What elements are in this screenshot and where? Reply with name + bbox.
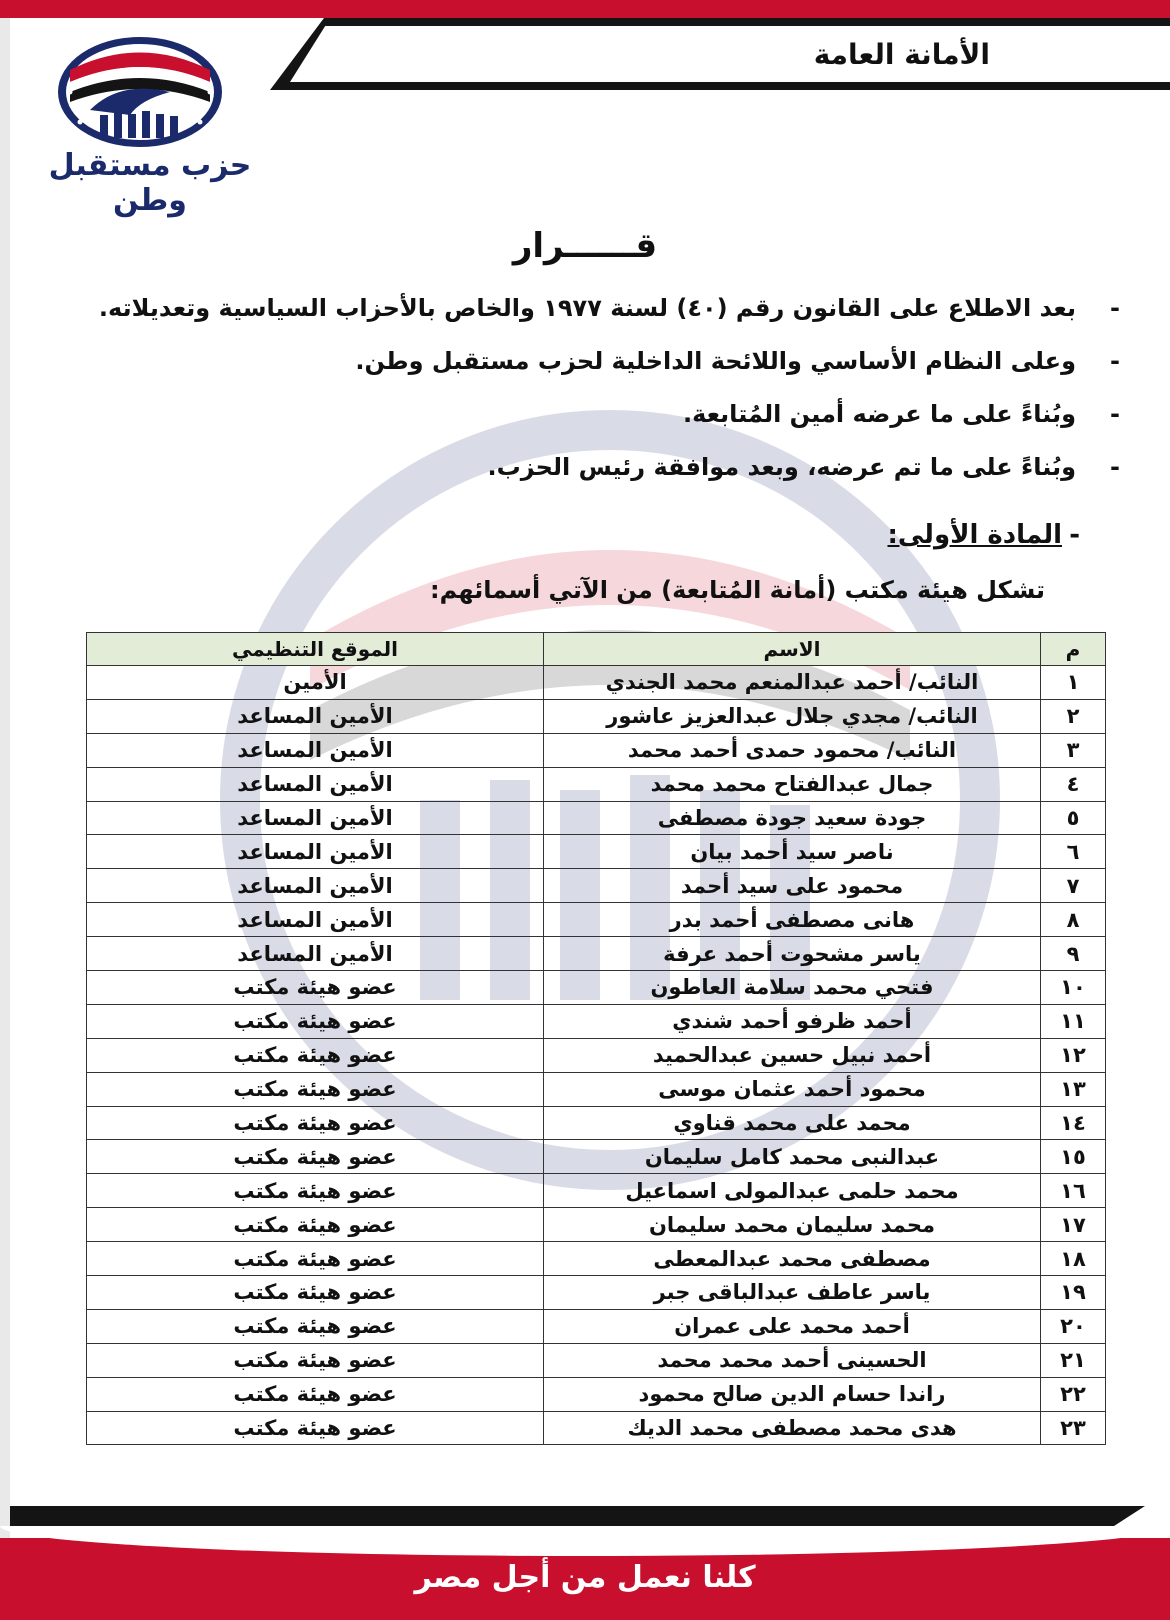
table-row [87,1004,1106,1038]
table-row [87,937,1106,971]
cell-name: النائب/ محمود حمدى أحمد محمد [544,733,1041,767]
article-intro: تشكل هيئة مكتب (أمانة المُتابعة) من الآتي أسمائهم: [429,576,1045,604]
cell-num: ١٩ [1041,1276,1106,1310]
table-row [87,767,1106,801]
cell-name: الحسينى أحمد محمد محمد [544,1343,1041,1377]
cell-num: ١٢ [1041,1038,1106,1072]
cell-num: ٥ [1041,801,1106,835]
cell-name: محمد على محمد قناوي [544,1106,1041,1140]
clause-dash: - [1110,453,1120,481]
header-role: الموقع التنظيمي [87,633,544,666]
table-row [87,1140,1106,1174]
table-row [87,699,1106,733]
cell-role: الأمين المساعد [87,835,544,869]
table-row [87,835,1106,869]
cell-name: ياسر عاطف عبدالباقى جبر [544,1276,1041,1310]
table-row [87,1377,1106,1411]
cell-name: عبدالنبى محمد كامل سليمان [544,1140,1041,1174]
cell-role: عضو هيئة مكتب [87,1276,544,1310]
cell-role: الأمين المساعد [87,733,544,767]
cell-name: أحمد ظرفو أحمد شندي [544,1004,1041,1038]
cell-name: النائب/ أحمد عبدالمنعم محمد الجندي [544,666,1041,700]
table-row [87,869,1106,903]
cell-role: عضو هيئة مكتب [87,1208,544,1242]
cell-name: جودة سعيد جودة مصطفى [544,801,1041,835]
clause-item [60,388,1120,441]
footer-slogan: كلنا نعمل من أجل مصر [414,1560,756,1595]
cell-name: راندا حسام الدين صالح محمود [544,1377,1041,1411]
cell-name: أحمد محمد على عمران [544,1309,1041,1343]
cell-role: عضو هيئة مكتب [87,971,544,1005]
table-row [87,971,1106,1005]
header-title: الأمانة العامة [813,38,990,71]
table-row [87,733,1106,767]
table-row [87,666,1106,700]
clauses-list [60,282,1120,494]
table-row [87,1276,1106,1310]
table-body [87,666,1106,1445]
clause-text: وعلى النظام الأساسي واللائحة الداخلية لحزب مستقبل وطن. [355,347,1076,375]
cell-role: عضو هيئة مكتب [87,1242,544,1276]
article-title-text: المادة الأولى: [887,520,1062,550]
cell-num: ١٨ [1041,1242,1106,1276]
cell-name: مصطفى محمد عبدالمعطى [544,1242,1041,1276]
cell-num: ٢٣ [1041,1411,1106,1445]
cell-role: الأمين [87,666,544,700]
article-dash: - [1069,520,1080,550]
cell-num: ٢١ [1041,1343,1106,1377]
cell-role: عضو هيئة مكتب [87,1411,544,1445]
clause-item [60,282,1120,335]
clause-item [60,335,1120,388]
top-red-band [0,0,1170,18]
cell-num: ١٠ [1041,971,1106,1005]
table-row [87,1208,1106,1242]
cell-num: ٩ [1041,937,1106,971]
cell-name: ياسر مشحوت أحمد عرفة [544,937,1041,971]
cell-role: الأمين المساعد [87,801,544,835]
cell-name: ناصر سيد أحمد بيان [544,835,1041,869]
cell-num: ٣ [1041,733,1106,767]
cell-num: ٢٠ [1041,1309,1106,1343]
cell-name: محمد سليمان محمد سليمان [544,1208,1041,1242]
table-row [87,1072,1106,1106]
cell-name: محمد حلمى عبدالمولى اسماعيل [544,1174,1041,1208]
cell-name: فتحي محمد سلامة العاطون [544,971,1041,1005]
table-row [87,903,1106,937]
cell-num: ١٤ [1041,1106,1106,1140]
clause-text: بعد الاطلاع على القانون رقم (٤٠) لسنة ١٩٧٧ والخاص بالأحزاب السياسية وتعديلاته. [98,294,1076,322]
clause-dash: - [1110,347,1120,375]
decision-title: قــــــرار [512,226,658,266]
cell-name: هدى محمد مصطفى محمد الديك [544,1411,1041,1445]
cell-role: الأمين المساعد [87,767,544,801]
clause-dash: - [1110,400,1120,428]
article-title [887,520,1080,550]
cell-name: جمال عبدالفتاح محمد محمد [544,767,1041,801]
cell-num: ٦ [1041,835,1106,869]
clause-text: وبُناءً على ما عرضه أمين المُتابعة. [682,400,1076,428]
table-row [87,1174,1106,1208]
table-row [87,1309,1106,1343]
table-header-row [87,633,1106,666]
cell-role: عضو هيئة مكتب [87,1140,544,1174]
logo-text: حزب مستقبل وطن [48,148,252,218]
cell-num: ٨ [1041,903,1106,937]
clause-item [60,441,1120,494]
cell-role: عضو هيئة مكتب [87,1309,544,1343]
cell-role: عضو هيئة مكتب [87,1004,544,1038]
cell-role: الأمين المساعد [87,869,544,903]
table-row [87,801,1106,835]
cell-name: النائب/ مجدي جلال عبدالعزيز عاشور [544,699,1041,733]
cell-num: ٤ [1041,767,1106,801]
cell-num: ٢ [1041,699,1106,733]
members-table [86,632,1106,1445]
cell-num: ١٥ [1041,1140,1106,1174]
cell-name: محمود على سيد أحمد [544,869,1041,903]
header-name: الاسم [544,633,1041,666]
cell-name: هانى مصطفى أحمد بدر [544,903,1041,937]
table-row [87,1411,1106,1445]
header-ribbon-inner [290,26,1170,82]
cell-num: ١٧ [1041,1208,1106,1242]
cell-num: ١ [1041,666,1106,700]
header-num: م [1041,633,1106,666]
table-row [87,1038,1106,1072]
cell-role: عضو هيئة مكتب [87,1072,544,1106]
cell-role: الأمين المساعد [87,903,544,937]
cell-role: عضو هيئة مكتب [87,1343,544,1377]
cell-num: ١٣ [1041,1072,1106,1106]
cell-role: عضو هيئة مكتب [87,1038,544,1072]
cell-role: الأمين المساعد [87,699,544,733]
bottom-black-ribbon [10,1506,1145,1528]
cell-num: ٧ [1041,869,1106,903]
cell-role: عضو هيئة مكتب [87,1174,544,1208]
cell-num: ١٦ [1041,1174,1106,1208]
clause-dash: - [1110,294,1120,322]
cell-role: عضو هيئة مكتب [87,1377,544,1411]
clause-text: وبُناءً على ما تم عرضه، وبعد موافقة رئيس الحزب. [487,453,1076,481]
cell-name: محمود أحمد عثمان موسى [544,1072,1041,1106]
table-row [87,1242,1106,1276]
cell-num: ١١ [1041,1004,1106,1038]
table-row [87,1106,1106,1140]
table-row [87,1343,1106,1377]
cell-name: أحمد نبيل حسين عبدالحميد [544,1038,1041,1072]
cell-role: عضو هيئة مكتب [87,1106,544,1140]
cell-role: الأمين المساعد [87,937,544,971]
cell-num: ٢٢ [1041,1377,1106,1411]
